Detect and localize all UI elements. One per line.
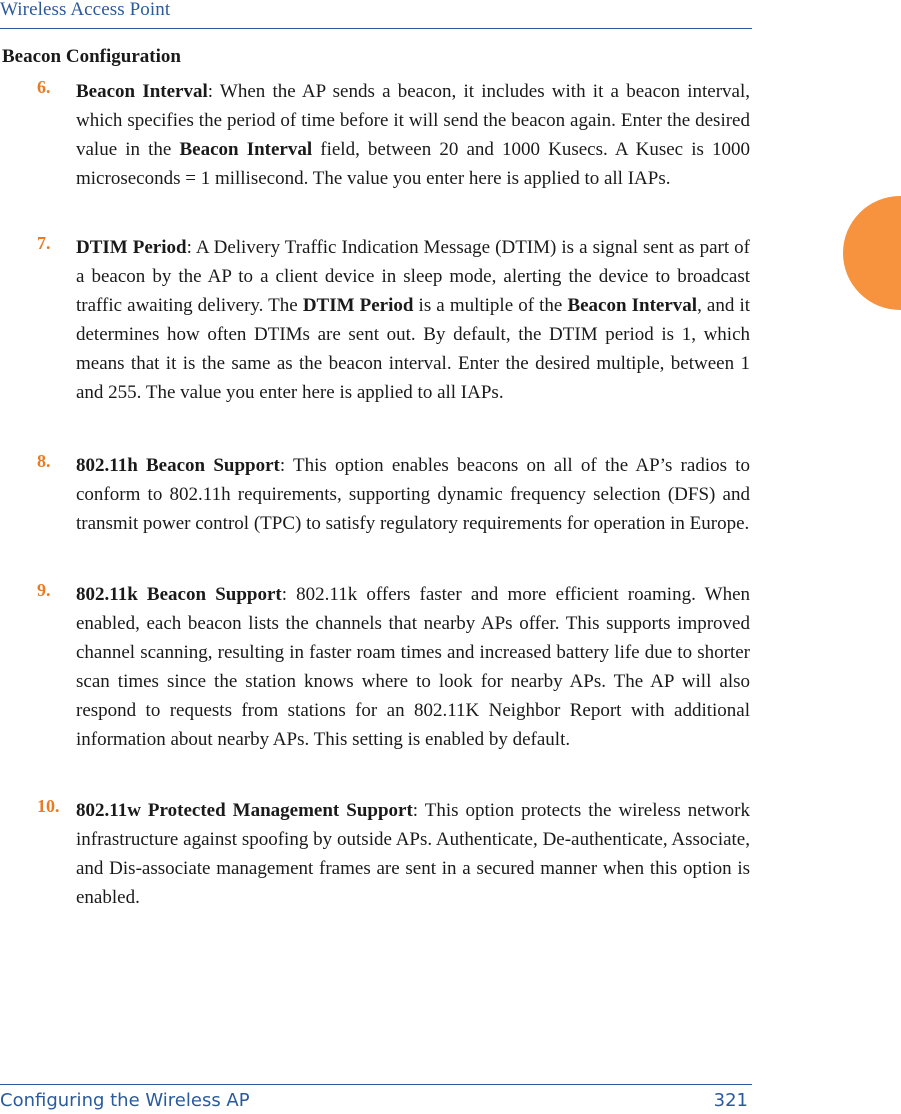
step-text — [76, 451, 750, 538]
step-term: DTIM Period — [302, 295, 414, 316]
step-body: : This option protects the wireless network infrastructure against spoofing by outside APs. Authenticate, De-authenticate, Associate, and Dis-associate management frames are sent in a secured manner when this option is enabled. — [76, 800, 750, 908]
step-text — [76, 233, 750, 407]
chapter-tab-marker — [843, 196, 901, 310]
step-term: Beacon Interval — [179, 139, 313, 160]
footer-chapter-title: Configuring the Wireless AP — [0, 1090, 250, 1111]
step-text — [76, 796, 750, 912]
section-heading: Beacon Configuration — [2, 46, 181, 67]
header-divider — [0, 28, 752, 29]
step-body: : This option enables beacons on all of the AP’s radios to conform to 802.11h requirements, supporting dynamic frequency selection (DFS) and transmit power control (TPC) to satisfy regulatory requirements for operation in Europe. — [76, 455, 751, 534]
step-body: field, between 20 and 1000 Kusecs. A Kusec is 1000 microseconds = 1 millisecond. The value you enter here is applied to all IAPs. — [76, 139, 750, 189]
step-number: 6. — [37, 77, 51, 97]
step-term: 802.11h Beacon Support — [76, 455, 280, 476]
step-text — [76, 580, 750, 754]
step-term: Beacon Interval — [567, 295, 698, 316]
step-number: 7. — [37, 233, 51, 253]
step-body: , and it determines how often DTIMs are sent out. By default, the DTIM period is 1, which means that it is the same as the beacon interval. Enter the desired multiple, between 1 and 255. The value you enter here is applied to all IAPs. — [76, 295, 751, 403]
step-body: is a multiple of the — [413, 295, 568, 316]
step-text — [76, 77, 750, 193]
step-term: Beacon Interval — [76, 81, 208, 102]
step-number: 8. — [37, 451, 51, 471]
running-header-title: Wireless Access Point — [0, 0, 171, 20]
step-body: : 802.11k offers faster and more efficient roaming. When enabled, each beacon lists the channels that nearby APs offer. This supports improved channel scanning, resulting in faster roam times and increased battery life due to shorter scan times since the station knows where to look for nearby APs. The AP will also respond to requests from stations for an 802.11K Neighbor Report with additional information about nearby APs. This setting is enabled by default. — [76, 584, 751, 750]
step-term: 802.11w Protected Management Support — [76, 800, 413, 821]
step-body: : A Delivery Traffic Indication Message (DTIM) is a signal sent as part of a beacon by the AP to a client device in sleep mode, alerting the device to broadcast traffic awaiting delivery. The — [76, 237, 750, 316]
page-number: 321 — [713, 1090, 748, 1111]
step-term: DTIM Period — [76, 237, 187, 258]
step-term: 802.11k Beacon Support — [76, 584, 282, 605]
step-body: : When the AP sends a beacon, it includes with it a beacon interval, which specifies the period of time before it will send the beacon again. Enter the desired value in the — [76, 81, 750, 160]
step-number: 9. — [37, 580, 51, 600]
step-number: 10. — [37, 796, 60, 816]
footer-divider — [0, 1084, 752, 1085]
